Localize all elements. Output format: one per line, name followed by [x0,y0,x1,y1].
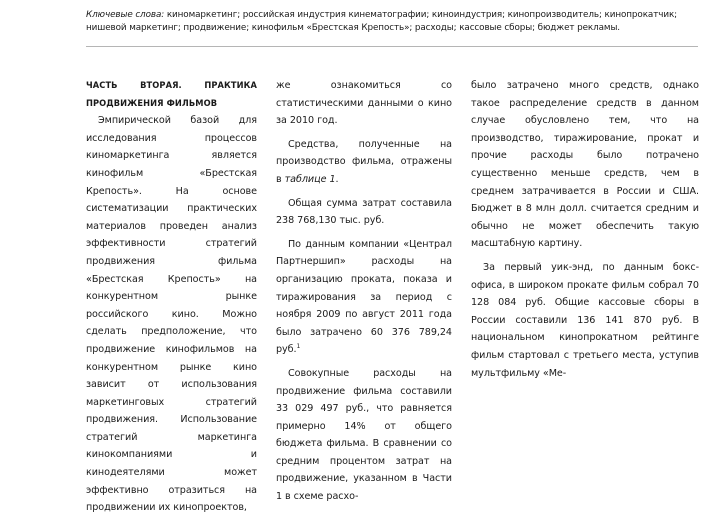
text-run: Средства, полученные на производство фильма, отражены в [276,138,452,185]
table-reference: таблице 1 [284,173,336,185]
paragraph [276,136,452,189]
keywords-text: киномаркетинг; российская индустрия кинематографии; киноиндустрия; кинопроизводитель; кинопрокатчик; нишевой маркетинг; продвижение; кинофильм «Брестская Крепость»; расходы; кассовые сборы; бюджет рекламы. [86,10,678,33]
footnote-marker: 1 [296,343,301,351]
column-3 [471,77,699,388]
paragraph: Общая сумма затрат составила 238 768,130 тыс. руб. [276,197,452,227]
section-heading: ЧАСТЬ ВТОРАЯ. ПРАКТИКА ПРОДВИЖЕНИЯ ФИЛЬМОВ [86,80,257,109]
divider [86,46,698,47]
paragraph: было затрачено много средств, однако такое распределение средств в данном случае обусловлено тем, что на производство, тиражирование, прокат и прочие расходы было потрачено существенно меньше средств, чем в среднем затрачивается в России и США. Бюджет в 8 млн долл. считается средним и обычно не может обеспечить такую масштабную картину. [471,80,699,250]
paragraph: Эмпирической базой для исследования процессов киномаркетинга является кинофильм «Брестская Крепость». На основе систематизации практических материалов проведен анализ эффективности стратегий продвижения фильма «Брестская Крепость» на конкурентном рынке российского кино. Можно сделать предположение, что продвижение кинофильмов на конкурентном рынке кино зависит от использования маркетинговых стратегий продвижения. Использование стратегий маркетинга кинокомпаниями и кинодеятелями может эффективно отразиться на продвижении их кинопроектов, [86,115,257,514]
text-run: . [335,173,339,185]
keywords-block [86,9,698,34]
paragraph: За первый уик-энд, по данным бокс-офиса, в широком прокате фильм собрал 70 128 084 руб. Общие кассовые сборы в России составили 136 141 870 руб. В национальном кинопрокатном рейтинге фильм стартовал с третьего места, уступив мультфильму «Ме- [471,261,699,379]
paragraph: же ознакомиться со статистическими данными о кино за 2010 год. [276,80,452,127]
text-run: По данным компании «Централ Партнершип» расходы на организацию проката, показа и тиражирования за период с ноября 2009 по август 2011 года было затрачено 60 376 789,24 руб. [276,238,452,356]
paragraph [276,236,452,359]
paragraph: Совокупные расходы на продвижение фильма составили 33 029 497 руб., что равняется примерно 14% от общего бюджета фильма. В сравнении со средним процентом затрат на продвижение, указанном в Части 1 в схеме расхо- [276,367,452,503]
column-2 [276,77,452,512]
column-1 [86,77,257,523]
keywords-label: Ключевые слова: [86,10,165,20]
